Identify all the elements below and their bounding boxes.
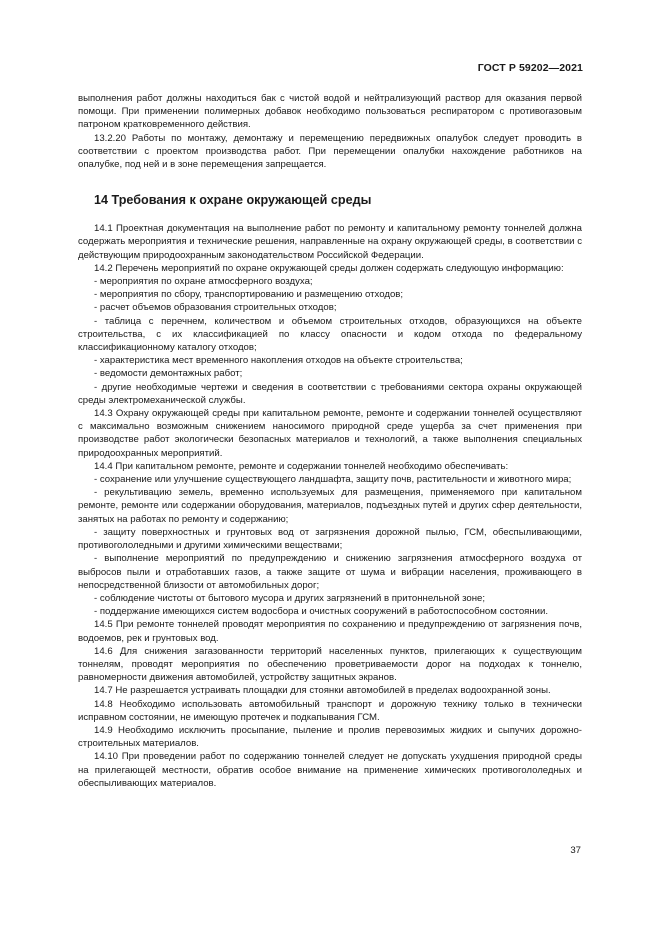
paragraph: 14.10 При проведении работ по содержанию тоннелей следует не допускать ухудшения природной среды на прилегающей местности, обратив особое внимание на применение химических противогололедных и обеспыливающих материалов. [78, 751, 582, 789]
paragraph: 14.3 Охрану окружающей среды при капитальном ремонте, ремонте и содержании тоннелей осуществляют с максимально возможным снижением наносимого природной среде ущерба за счет применения при производстве работ экологически безопасных материалов и технологий, а также выполнения специальных природоохранных мероприятий. [78, 408, 582, 459]
list-item: - выполнение мероприятий по предупреждению и снижению загрязнения атмосферного воздуха от выбросов пыли и отработавших газов, а также защите от шума и вибрации населения, проживающего в непосредственной близости от автомобильных дорог; [78, 553, 582, 591]
list-item: - таблица с перечнем, количеством и объемом строительных отходов, образующихся на объекте строительства, с их классификацией по классу опасности и кодом отхода по федеральному классификационному каталогу отходов; [78, 315, 582, 354]
list-item: - поддержание имеющихся систем водосбора и очистных сооружений в работоспособном состоянии. [94, 606, 549, 618]
page-number: 37 [570, 845, 581, 856]
list-item: - другие необходимые чертежи и сведения в соответствии с требованиями сектора охраны окружающей среды электромеханической службы. [78, 381, 582, 406]
section-title: 14 Требования к охране окружающей среды [94, 193, 372, 208]
intro-paragraph: 13.2.20 Работы по монтажу, демонтажу и перемещению передвижных опалубок следует проводить в соответствии с проектом производства работ. При перемещении опалубки нахождение работников на опалубке, под ней и в зоне перемещения запрещается. [78, 132, 582, 171]
list-item: - характеристика мест временного накопления отходов на объекте строительства; [94, 355, 463, 367]
paragraph: 14.6 Для снижения загазованности территорий населенных пунктов, прилегающих к существующим тоннелям, проводят мероприятия по обеспечению проветриваемости дорог на подходах к тоннелю, равномерности движения автомобилей, устройству защитных экранов. [78, 645, 582, 684]
paragraph: 14.4 При капитальном ремонте, ремонте и содержании тоннелей необходимо обеспечивать: [94, 460, 509, 472]
list-item: - расчет объемов образования строительных отходов; [94, 302, 337, 314]
list-item: - ведомости демонтажных работ; [94, 368, 243, 380]
paragraph: 14.8 Необходимо использовать автомобильный транспорт и дорожную технику только в технически исправном состоянии, не имеющую протечек и подкапывания ГСМ. [78, 698, 582, 723]
paragraph: 14.7 Не разрешается устраивать площадки для стоянки автомобилей в пределах водоохранной зоны. [94, 685, 551, 697]
list-item: - соблюдение чистоты от бытового мусора и других загрязнений в притоннельной зоне; [94, 592, 486, 604]
list-item: - мероприятия по сбору, транспортированию и размещению отходов; [94, 289, 404, 301]
list-item: - сохранение или улучшение существующего ландшафта, защиту почв, растительности и животного мира; [94, 474, 572, 486]
paragraph: 14.1 Проектная документация на выполнение работ по ремонту и капитальному ремонту тоннелей должна содержать мероприятия и технические решения, направленные на охрану окружающей среды, в соответствии с действующим природоохранным законодательством Российской Федерации. [78, 223, 582, 261]
paragraph: 14.2 Перечень мероприятий по охране окружающей среды должен содержать следующую информацию: [94, 262, 564, 274]
document-body [78, 92, 582, 790]
intro-paragraph: выполнения работ должны находиться бак с чистой водой и нейтрализующий раствор для оказания первой помощи. При применении полимерных добавок необходимо пользоваться респиратором с противогазовым патроном кратковременного действия. [78, 93, 582, 131]
list-item: - защиту поверхностных и грунтовых вод от загрязнения дорожной пылью, ГСМ, обеспыливающими, противогололедными и другими химическими веществами; [78, 526, 582, 552]
standard-number: ГОСТ Р 59202—2021 [477, 62, 583, 74]
list-item: - мероприятия по охране атмосферного воздуха; [94, 276, 313, 288]
list-item: - рекультивацию земель, временно используемых для размещения, применяемого при капитальном ремонте, ремонте или содержании оборудования, материалов, подъездных путей и других сфер деятельности, занятых на работах по ремонту и содержанию; [78, 487, 582, 525]
paragraph: 14.9 Необходимо исключить просыпание, пыление и пролив перевозимых жидких и сыпучих дорожно-строительных материалов. [78, 724, 582, 750]
paragraph: 14.5 При ремонте тоннелей проводят мероприятия по сохранению и предупреждению от загрязнения почв, водоемов, рек и грунтовых вод. [78, 619, 582, 644]
